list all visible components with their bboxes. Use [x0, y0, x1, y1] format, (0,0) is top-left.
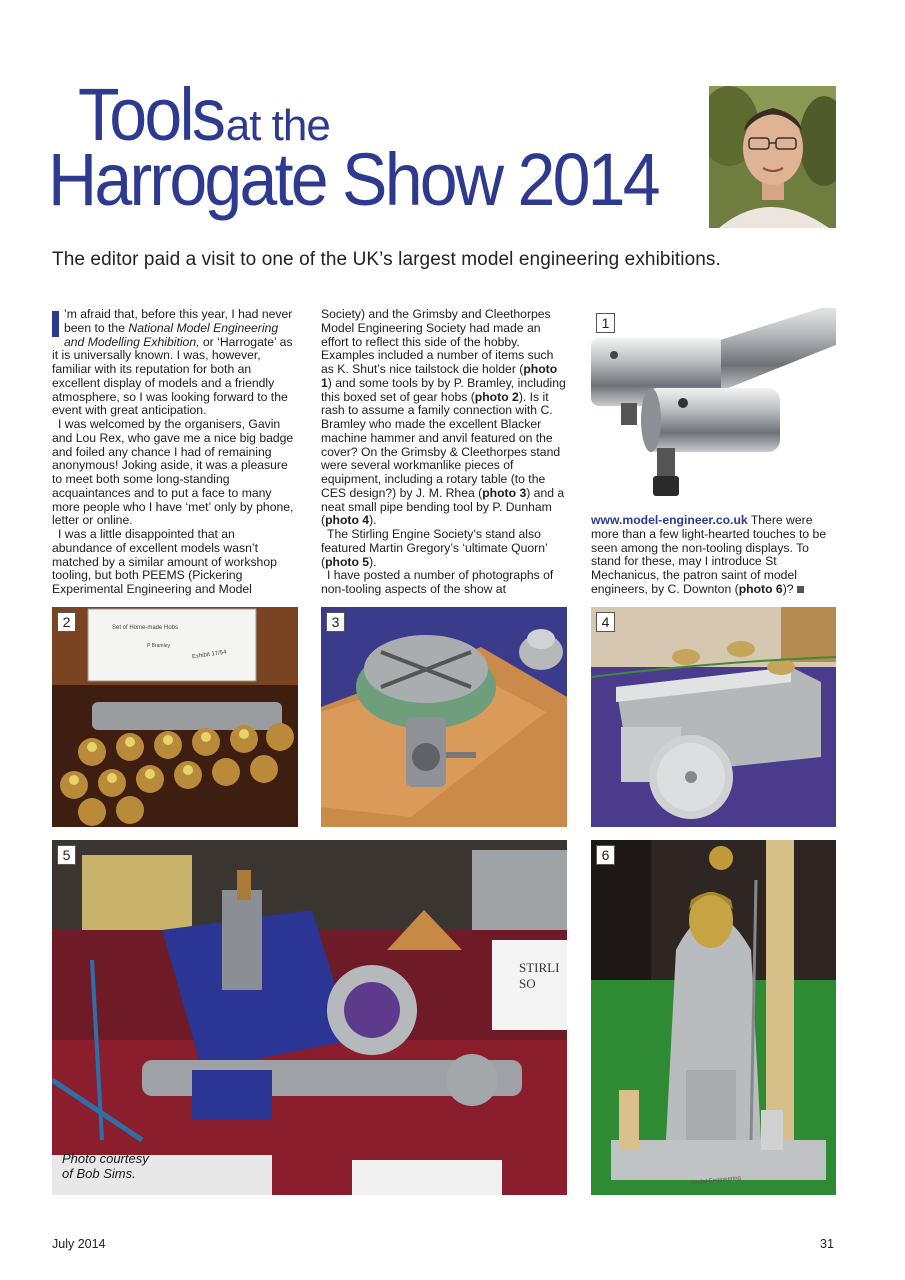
- text-span: ’m afraid that, before this year, I had never been to the: [64, 307, 293, 335]
- text-span: Society) and the Grimsby and Cleethorpes Model Engineering Society had made an effort to reflect this side of the hobby. Examples included a number of items such as K. Shut’s nice tailstock die holder (: [321, 307, 554, 376]
- text-span: ).: [369, 554, 377, 569]
- paragraph: [591, 514, 836, 597]
- photo-number: 2: [57, 612, 76, 632]
- title-line-2: Harrogate Show 2014: [48, 138, 658, 221]
- paragraph: [52, 308, 297, 418]
- photo-ref: photo 6: [738, 581, 783, 596]
- paragraph: [321, 528, 566, 569]
- photo-ref: photo 5: [325, 554, 370, 569]
- text-span: There were more than a few light-hearted touches to be seen among the non-tooling displays. To stand for these, may I introduce St Mechanicus, the patron saint of model engineers, by C. Downton (: [591, 513, 827, 596]
- photo-number: 1: [596, 313, 615, 333]
- text-span: ).: [369, 513, 377, 528]
- photo-ref: photo 2: [474, 389, 519, 404]
- website-link[interactable]: www.model-engineer.co.uk: [591, 513, 748, 527]
- photo-number: 4: [596, 612, 615, 632]
- photo-ref: photo 3: [482, 485, 527, 500]
- text-span: The Stirling Engine Society’s stand also featured Martin Gregory’s ‘ultimate Quorn’ (: [321, 527, 548, 569]
- stirling-sign: STIRLI SO: [519, 960, 560, 991]
- photo-2-gear-hobs: [52, 607, 298, 827]
- hob-card-title: Set of Home-made Hobs: [112, 625, 179, 631]
- photo-4-pipe-bender: [591, 607, 836, 827]
- paragraph: I was a little disappointed that an abundance of excellent models wasn’t matched by a similar amount of workshop tooling, but both PEEMS (Pickering Experimental Engineering and Model: [52, 527, 277, 596]
- text-span: ) and some tools by by P. Bramley, including this boxed set of gear hobs (: [321, 375, 566, 404]
- photo-ref: photo 1: [321, 362, 558, 390]
- title-at-the: at the: [225, 101, 330, 150]
- footer-date: July 2014: [52, 1237, 106, 1251]
- body-column-3: [591, 514, 836, 597]
- text-span: )?: [782, 581, 794, 596]
- paragraph: [321, 308, 566, 528]
- photo-5-quorn: [52, 840, 567, 1195]
- editor-portrait: [709, 86, 836, 228]
- caption-line: of Bob Sims.: [62, 1166, 136, 1181]
- text-span: ) and a neat small pipe bending tool by P. Dunham (: [321, 485, 565, 528]
- caption-line: Photo courtesy: [62, 1151, 149, 1166]
- subtitle: The editor paid a visit to one of the UK’s largest model engineering exhibitions.: [52, 249, 721, 270]
- show-label: Model Engineering: [690, 1175, 742, 1187]
- text-span: ). Is it rash to assume a family connection with C. Bramley who made the excellent Blacker machine hammer and anvil featured on the cover? On the Grimsby & Cleethorpes stand were several workmanlike pieces of equipment, including a rotary table (to the CES design?) by J. M. Rhea (: [321, 389, 561, 500]
- photo-5-caption: [62, 1151, 149, 1181]
- photo-3-rotary-table: [321, 607, 567, 827]
- exhibition-name: National Model Engineering and Modelling Exhibition,: [64, 320, 279, 349]
- page-number: 31: [820, 1237, 834, 1251]
- paragraph: I have posted a number of photographs of non-tooling aspects of the show at: [321, 568, 554, 596]
- body-column-1: [52, 308, 297, 597]
- body-column-2: [321, 308, 566, 597]
- end-mark-icon: [797, 586, 804, 593]
- title-tools: Tools: [78, 73, 224, 156]
- drop-cap-i: [52, 311, 59, 337]
- photo-1-die-holder: [591, 308, 836, 508]
- photo-number: 6: [596, 845, 615, 865]
- photo-number: 3: [326, 612, 345, 632]
- hob-card-exhibit: Exhibit 17/54: [191, 649, 227, 661]
- photo-6-st-mechanicus: [591, 840, 836, 1195]
- hob-card-name: P Bramley: [147, 643, 170, 649]
- photo-number: 5: [57, 845, 76, 865]
- photo-ref: photo 4: [325, 513, 370, 528]
- paragraph: I was welcomed by the organisers, Gavin and Lou Rex, who gave me a nice big badge and foiled any chance I had of remaining anonymous! Joking aside, it was a pleasure to meet both some long-standing acquaintances and to put a face to many more people who I have ‘met’ only by phone, letter or online.: [52, 417, 294, 528]
- text-span: or ‘Harrogate’ as it is universally known. I was, however, familiar with its reputation for both an excellent display of models and a friendly atmosphere, so I was looking forward to the event with great anticipation.: [52, 334, 293, 418]
